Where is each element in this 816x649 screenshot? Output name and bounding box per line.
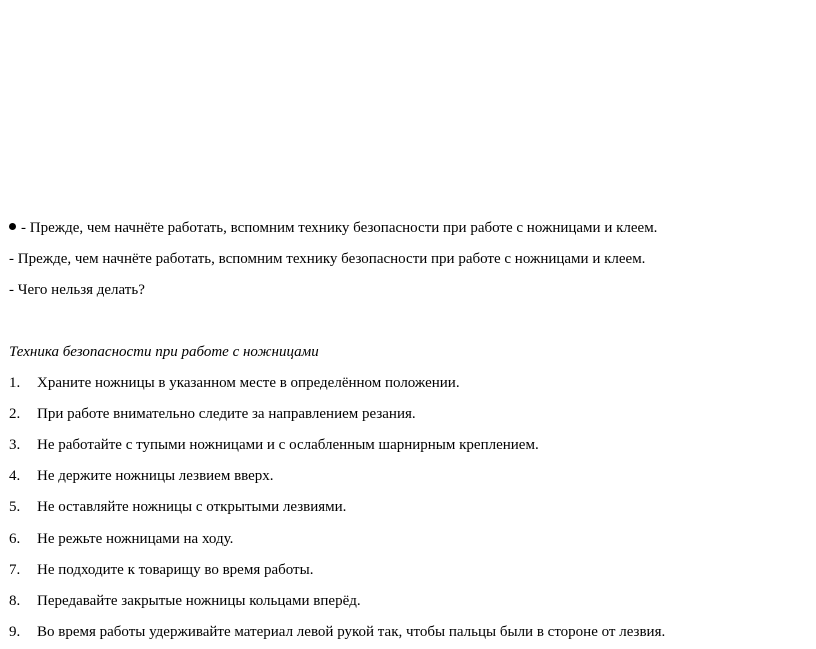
list-item-number: 9.: [9, 624, 21, 640]
list-item-number: 7.: [9, 562, 21, 578]
list-item-number: 5.: [9, 499, 21, 515]
list-item-text: Храните ножницы в указанном месте в определённом положении.: [37, 375, 460, 391]
section-title: Техника безопасности при работе с ножницами: [9, 344, 319, 360]
list-item: [9, 467, 274, 485]
list-item-text: При работе внимательно следите за направлением резания.: [37, 406, 416, 422]
list-item-text: Не работайте с тупыми ножницами и с ослабленным шарнирным креплением.: [37, 437, 539, 453]
list-item-text: Передавайте закрытые ножницы кольцами вперёд.: [37, 593, 361, 609]
list-item: [9, 561, 313, 579]
list-item: [9, 498, 346, 516]
list-item-number: 4.: [9, 468, 21, 484]
list-item-number: 3.: [9, 437, 21, 453]
list-item: [9, 436, 539, 454]
list-item: [9, 623, 665, 641]
list-item-text: Не режьте ножницами на ходу.: [37, 531, 234, 547]
list-item: [9, 405, 416, 423]
list-item: [9, 374, 460, 392]
list-item-text: Не держите ножницы лезвием вверх.: [37, 468, 274, 484]
list-item-number: 6.: [9, 531, 21, 547]
list-item-number: 8.: [9, 593, 21, 609]
intro-line-2: - Прежде, чем начнёте работать, вспомним технику безопасности при работе с ножницами и клеем.: [9, 251, 646, 267]
list-item: [9, 592, 361, 610]
list-item-number: 1.: [9, 375, 21, 391]
bullet-icon: [9, 223, 16, 230]
list-item-text: Не подходите к товарищу во время работы.: [37, 562, 314, 578]
list-item-text: Не оставляйте ножницы с открытыми лезвиями.: [37, 499, 347, 515]
list-item: [9, 530, 233, 548]
intro-line-3: - Чего нельзя делать?: [9, 282, 145, 298]
intro-text-1: - Прежде, чем начнёте работать, вспомним технику безопасности при работе с ножницами и клеем.: [21, 220, 658, 236]
list-item-number: 2.: [9, 406, 21, 422]
intro-line-bulleted: [9, 219, 657, 237]
list-item-text: Во время работы удерживайте материал левой рукой так, чтобы пальцы были в стороне от лезвия.: [37, 624, 666, 640]
